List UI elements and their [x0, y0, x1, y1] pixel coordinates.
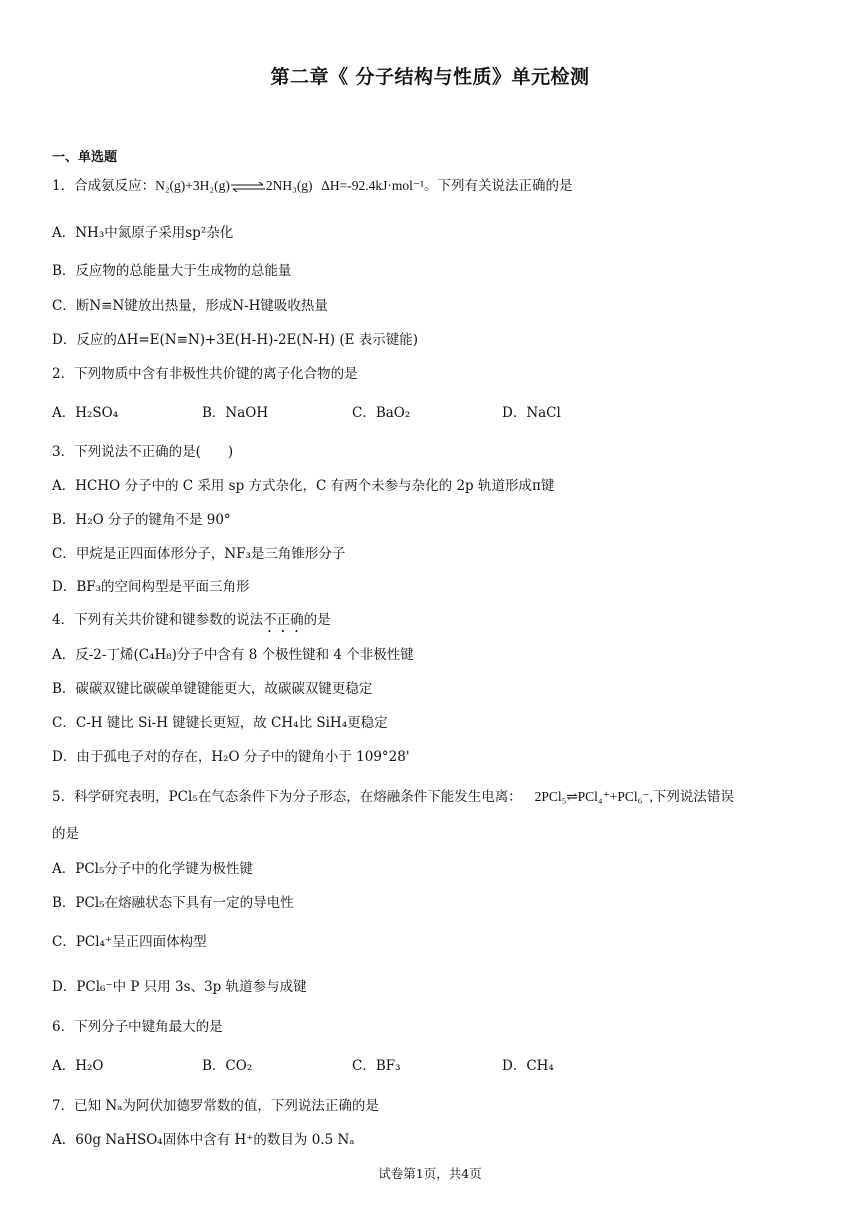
q6-option-a: A．H₂O	[52, 1058, 104, 1074]
q2-option-b: B．NaOH	[202, 405, 269, 421]
question-4-stem: 4．下列有关共价键和键参数的说法不正确的是	[52, 612, 331, 628]
page-title: 第二章《 分子结构与性质》单元检测	[270, 66, 590, 88]
q1-option-d: D．反应的ΔH=E(N≡N)+3E(H-H)-2E(N-H) (E 表示键能)	[52, 332, 419, 348]
q3-option-d: D．BF₃的空间构型是平面三角形	[52, 579, 250, 595]
q1-enthalpy: ΔH=-92.4kJ·mol⁻¹	[321, 178, 424, 193]
question-6-stem: 6．下列分子中键角最大的是	[52, 1019, 223, 1035]
q2-option-a: A．H₂SO₄	[52, 405, 119, 421]
q1-option-c: C．断N≡N键放出热量，形成N-H键吸收热量	[52, 298, 328, 314]
q4-option-d: D．由于孤电子对的存在，H₂O 分子中的键角小于 109°28'	[52, 749, 410, 765]
q2-option-c: C．BaO₂	[352, 405, 411, 421]
page-footer: 试卷第1页，共4页	[378, 1166, 482, 1181]
q3-option-c: C．甲烷是正四面体形分子，NF₃是三角锥形分子	[52, 546, 346, 562]
q4-option-c: C．C-H 键比 Si-H 键键长更短，故 CH₄比 SiH₄更稳定	[52, 715, 388, 731]
q1-option-a: A．NH₃中氮原子采用sp²杂化	[52, 225, 234, 241]
question-3-stem: 3．下列说法不正确的是( )	[52, 444, 234, 460]
q3-option-b: B．H₂O 分子的键角不是 90°	[52, 512, 231, 528]
q6-option-b: B．CO₂	[202, 1058, 253, 1074]
equilibrium-arrow-icon	[230, 182, 266, 192]
question-7-stem: 7．已知 Nₐ为阿伏加德罗常数的值，下列说法正确的是	[52, 1098, 379, 1114]
q1-reactants: N₂(g)+3H₂(g)	[155, 178, 230, 193]
q4-emphasis: 不正确	[263, 612, 304, 628]
q6-option-d: D．CH₄	[502, 1058, 554, 1074]
q3-option-a: A．HCHO 分子中的 C 采用 sp 方式杂化，C 有两个未参与杂化的 2p 轨道形成π键	[52, 478, 555, 494]
q5-ionization: 2PCl₅⇌PCl₄⁺+PCl₆⁻,下列说法错误	[534, 789, 734, 804]
question-5-stem: 5．科学研究表明，PCl₅在气态条件下为分子形态，在熔融条件下能发生电离： 2PCl₅⇌PCl₄⁺+PCl₆⁻,下列说法错误	[52, 789, 734, 805]
q1-products: 2NH₃(g)	[265, 178, 313, 193]
question-2-stem: 2．下列物质中含有非极性共价键的离子化合物的是	[52, 366, 358, 382]
q5-option-d: D．PCl₆⁻中 P 只用 3s、3p 轨道参与成键	[52, 979, 307, 995]
q5-option-c: C．PCl₄⁺呈正四面体构型	[52, 934, 207, 950]
q6-options	[52, 1057, 652, 1075]
q7-option-a: A．60g NaHSO₄固体中含有 H⁺的数目为 0.5 Nₐ	[52, 1132, 355, 1148]
q2-option-d: D．NaCl	[502, 405, 561, 421]
q5-option-b: B．PCl₅在熔融状态下具有一定的导电性	[52, 895, 294, 911]
q4-option-a: A．反-2-丁烯(C₄H₈)分子中含有 8 个极性键和 4 个非极性键	[52, 647, 414, 663]
question-1-stem: 1．合成氨反应：N₂(g)+3H₂(g) 2NH₃(g) ΔH=-92.4kJ·mol⁻¹。下列有关说法正确的是	[52, 178, 573, 194]
section-heading: 一、单选题	[52, 150, 118, 165]
q6-option-c: C．BF₃	[352, 1058, 401, 1074]
q4-option-b: B．碳碳双键比碳碳单键键能更大，故碳碳双键更稳定	[52, 681, 373, 697]
q1-option-b: B．反应物的总能量大于生成物的总能量	[52, 263, 292, 279]
q2-options	[52, 404, 652, 422]
question-5-stem-continued: 的是	[52, 826, 79, 842]
q5-option-a: A．PCl₅分子中的化学键为极性键	[52, 861, 253, 877]
